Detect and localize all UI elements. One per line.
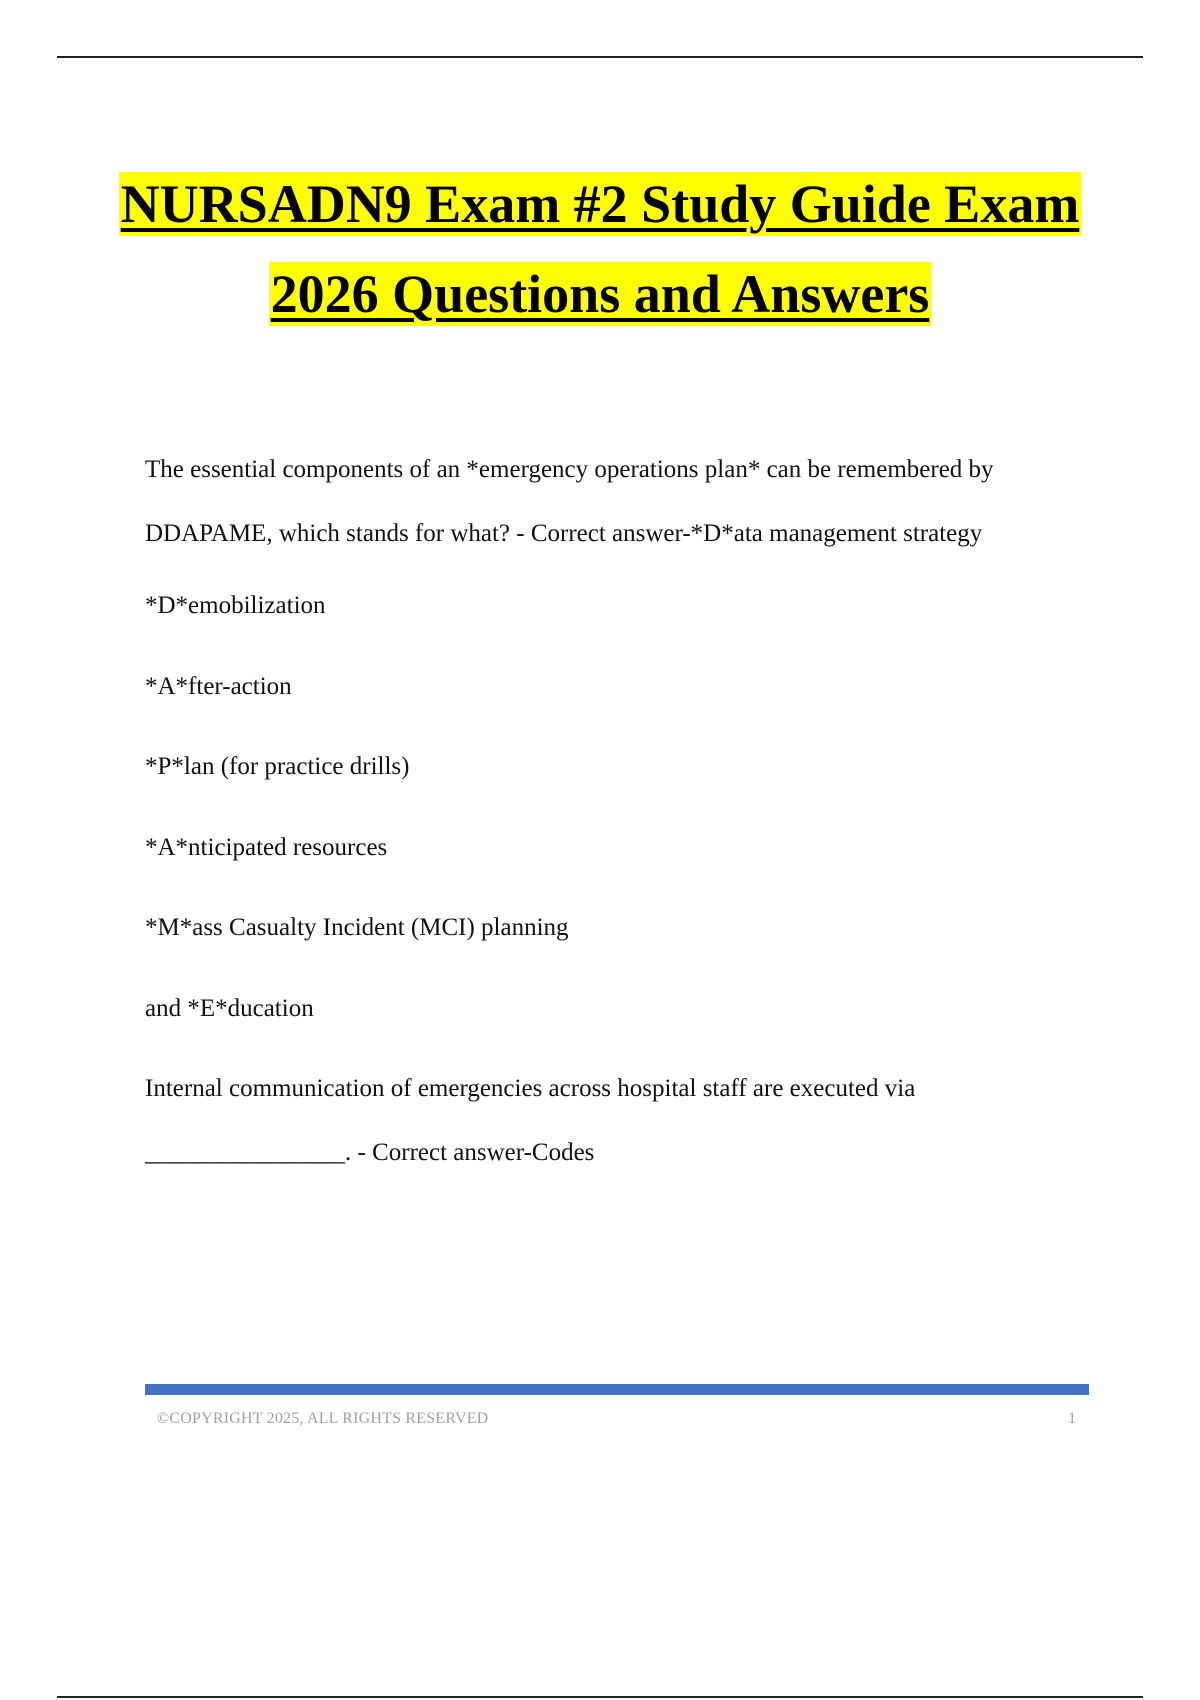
top-rule xyxy=(57,56,1143,58)
footer-bar xyxy=(145,1384,1089,1395)
answer-item: *A*fter-action xyxy=(145,672,292,700)
footer-copyright: ©COPYRIGHT 2025, ALL RIGHTS RESERVED xyxy=(157,1410,489,1427)
title-line-1: NURSADN9 Exam #2 Study Guide Exam xyxy=(120,174,1080,234)
answer-item: and *E*ducation xyxy=(145,994,314,1022)
question-2-text: Internal communication of emergencies across hospital staff are executed via ________________. - Correct answer-Codes xyxy=(145,1075,916,1166)
document-body xyxy=(145,438,1095,1185)
title-line-2: 2026 Questions and Answers xyxy=(270,264,930,324)
answer-item: *M*ass Casualty Incident (MCI) planning xyxy=(145,914,569,941)
bottom-rule xyxy=(57,1696,1143,1698)
page-number: 1 xyxy=(1068,1410,1076,1427)
document-title xyxy=(0,172,1200,326)
answer-item: *P*lan (for practice drills) xyxy=(145,753,410,780)
answer-item: *D*emobilization xyxy=(145,592,326,619)
question-1-text: The essential components of an *emergency operations plan* can be remembered by DDAPAME, which stands for what? - Correct answer-*D*ata management strategy xyxy=(145,456,994,547)
answer-item: *A*nticipated resources xyxy=(145,833,388,861)
